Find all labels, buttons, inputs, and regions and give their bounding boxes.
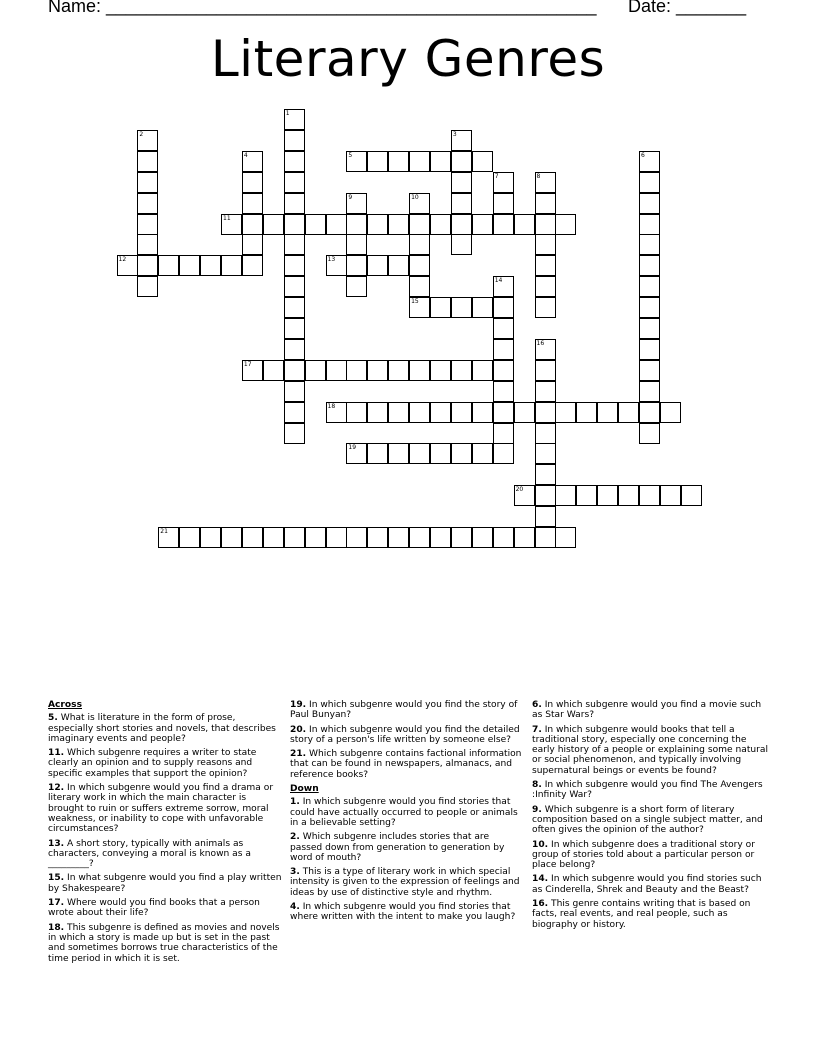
grid-cell[interactable] xyxy=(409,402,430,423)
clue-number: 5 xyxy=(348,151,353,159)
grid-cell[interactable] xyxy=(179,527,200,548)
clue-down-10: 10. In which subgenre does a traditional story or group of stories told about a particular person or place belong? xyxy=(532,839,755,871)
grid-cell[interactable] xyxy=(639,402,660,423)
clue-down-6: 6. In which subgenre would you find a movie such as Star Wars? xyxy=(532,700,762,721)
clue-column-2 xyxy=(290,700,524,927)
clue-number: 2 xyxy=(139,130,144,138)
grid-cell[interactable] xyxy=(284,360,305,381)
grid-cell[interactable] xyxy=(346,360,367,381)
grid-cell[interactable] xyxy=(451,443,472,464)
clue-number: 17 xyxy=(243,360,252,368)
grid-cell[interactable] xyxy=(451,234,472,255)
name-label: Name: xyxy=(48,0,102,16)
grid-cell[interactable] xyxy=(242,234,263,255)
grid-cell[interactable] xyxy=(263,214,284,235)
grid-cell[interactable] xyxy=(367,151,388,172)
grid-cell[interactable] xyxy=(451,360,472,381)
grid-cell[interactable] xyxy=(597,485,618,506)
grid-cell[interactable] xyxy=(137,151,158,172)
grid-cell[interactable] xyxy=(535,234,556,255)
clue-down-4: 4. In which subgenre would you find stories that where written with the intent to make you laugh? xyxy=(290,902,516,923)
clue-number: 6 xyxy=(641,151,645,159)
date-blank[interactable]: _______ xyxy=(676,0,747,16)
grid-cell[interactable] xyxy=(179,255,200,276)
clue-number: 19 xyxy=(348,444,357,452)
grid-cell[interactable] xyxy=(493,443,514,464)
grid-cell[interactable] xyxy=(326,527,347,548)
grid-cell[interactable] xyxy=(493,214,514,235)
grid-cell[interactable] xyxy=(305,214,326,235)
grid-cell[interactable] xyxy=(284,193,305,214)
grid-cell[interactable] xyxy=(555,402,576,423)
grid-cell[interactable] xyxy=(639,360,660,381)
grid-cell[interactable] xyxy=(409,255,430,276)
clue-number: 18 xyxy=(327,402,336,410)
name-blank[interactable]: _________________________________________________ xyxy=(106,0,597,16)
grid-cell[interactable] xyxy=(639,276,660,297)
clue-number: 14 xyxy=(494,277,503,285)
grid-cell[interactable] xyxy=(451,527,472,548)
clue-across-18: 18. This subgenre is defined as movies and novels in which a story is made up but is set in the past and sometimes borrows true characteristics of the time period in which it is set. xyxy=(48,922,280,964)
grid-cell[interactable] xyxy=(284,255,305,276)
clue-number: 13 xyxy=(327,256,336,264)
grid-cell[interactable] xyxy=(535,276,556,297)
grid-cell[interactable] xyxy=(242,214,263,235)
grid-cell[interactable] xyxy=(451,151,472,172)
grid-cell[interactable] xyxy=(472,151,493,172)
grid-cell[interactable] xyxy=(430,443,451,464)
grid-cell[interactable] xyxy=(639,193,660,214)
grid-cell[interactable] xyxy=(514,214,535,235)
grid-cell[interactable] xyxy=(284,276,305,297)
grid-cell[interactable] xyxy=(284,297,305,318)
grid-cell[interactable] xyxy=(284,214,305,235)
grid-cell[interactable] xyxy=(639,214,660,235)
grid-cell[interactable] xyxy=(430,214,451,235)
grid-cell[interactable] xyxy=(388,255,409,276)
clue-down-7: 7. In which subgenre would books that tell a traditional story, especially one concerning the early history of a people or explaining some natural or social phenomenon, and typically involving supernatural beings or events be found? xyxy=(532,724,768,776)
clue-across-11: 11. Which subgenre requires a writer to state clearly an opinion and to supply reasons and specific examples that support the opinion? xyxy=(48,748,257,779)
grid-cell[interactable] xyxy=(137,214,158,235)
grid-cell[interactable] xyxy=(263,527,284,548)
clue-across-5: 5. What is literature in the form of prose, especially short stories and novels, that describes imaginary events and people? xyxy=(48,713,276,744)
grid-cell[interactable] xyxy=(493,402,514,423)
grid-cell[interactable] xyxy=(284,172,305,193)
grid-cell[interactable] xyxy=(221,527,242,548)
grid-cell[interactable] xyxy=(639,234,660,255)
grid-cell[interactable] xyxy=(493,193,514,214)
grid-cell[interactable] xyxy=(535,464,556,485)
clue-number: 7 xyxy=(494,172,499,180)
grid-cell[interactable] xyxy=(409,443,430,464)
clue-number: 4 xyxy=(243,151,248,159)
grid-cell[interactable] xyxy=(451,193,472,214)
page-title: Literary Genres xyxy=(210,30,606,88)
grid-cell[interactable] xyxy=(326,360,347,381)
grid-cell[interactable] xyxy=(576,485,597,506)
grid-cell[interactable] xyxy=(137,234,158,255)
grid-cell[interactable] xyxy=(639,339,660,360)
grid-cell[interactable] xyxy=(388,360,409,381)
grid-cell[interactable] xyxy=(388,151,409,172)
clue-down-14: 14. In which subgenre would you find stories such as Cinderella, Shrek and Beauty and the Beast? xyxy=(532,874,762,895)
grid-cell[interactable] xyxy=(326,214,347,235)
grid-cell[interactable] xyxy=(284,527,305,548)
clue-number: 11 xyxy=(223,214,231,222)
clue-across-21: 21. Which subgenre contains factional information that can be found in newspapers, almanacs, and reference books? xyxy=(290,749,522,780)
grid-cell[interactable] xyxy=(388,402,409,423)
grid-cell[interactable] xyxy=(493,339,514,360)
grid-cell[interactable] xyxy=(493,360,514,381)
grid-cell[interactable] xyxy=(305,360,326,381)
grid-cell[interactable] xyxy=(535,297,556,318)
grid-cell[interactable] xyxy=(660,402,681,423)
clue-down-8: 8. In which subgenre would you find The Avengers :Infinity War? xyxy=(532,780,763,801)
grid-cell[interactable] xyxy=(367,214,388,235)
grid-cell[interactable] xyxy=(451,214,472,235)
grid-cell[interactable] xyxy=(263,360,284,381)
grid-cell[interactable] xyxy=(535,255,556,276)
clue-across-19: 19. In which subgenre would you find the story of Paul Bunyan? xyxy=(290,700,518,721)
grid-cell[interactable] xyxy=(388,527,409,548)
grid-cell[interactable] xyxy=(535,485,556,506)
grid-cell[interactable] xyxy=(535,214,556,235)
grid-cell[interactable] xyxy=(493,423,514,444)
grid-cell[interactable] xyxy=(200,255,221,276)
grid-cell[interactable] xyxy=(305,527,326,548)
grid-cell[interactable] xyxy=(137,172,158,193)
grid-cell[interactable] xyxy=(430,360,451,381)
grid-cell[interactable] xyxy=(472,360,493,381)
clue-across-12: 12. In which subgenre would you find a drama or literary work in which the main character is brought to ruin or suffers extreme sorrow, moral weakness, or inability to cope with unfavorable circumstances? xyxy=(48,783,274,835)
grid-cell[interactable] xyxy=(284,318,305,339)
grid-cell[interactable] xyxy=(639,297,660,318)
grid-cell[interactable] xyxy=(597,402,618,423)
grid-cell[interactable] xyxy=(284,402,305,423)
clue-number: 10 xyxy=(411,193,419,201)
grid-cell[interactable] xyxy=(639,318,660,339)
clue-down-3: 3. This is a type of literary work in which special intensity is given to the expression of feelings and ideas by use of distinctive style and rhythm. xyxy=(290,867,520,898)
clue-number: 1 xyxy=(285,110,290,117)
down-heading: Down xyxy=(290,784,319,795)
grid-cell[interactable] xyxy=(639,172,660,193)
grid-cell[interactable] xyxy=(681,485,702,506)
grid-cell[interactable] xyxy=(451,297,472,318)
clue-number: 9 xyxy=(348,193,353,201)
clue-column-3 xyxy=(532,700,768,934)
grid-cell[interactable] xyxy=(535,443,556,464)
grid-cell[interactable] xyxy=(346,402,367,423)
grid-cell[interactable] xyxy=(388,214,409,235)
grid-cell[interactable] xyxy=(242,255,263,276)
grid-cell[interactable] xyxy=(242,193,263,214)
clue-number: 20 xyxy=(515,486,524,494)
grid-cell[interactable] xyxy=(346,214,367,235)
grid-cell[interactable] xyxy=(409,360,430,381)
grid-cell[interactable] xyxy=(284,130,305,151)
clue-across-13: 13. A short story, typically with animals as characters, conveying a moral is known as a _________? xyxy=(48,838,251,870)
grid-cell[interactable] xyxy=(639,423,660,444)
grid-cell[interactable] xyxy=(409,214,430,235)
clue-down-9: 9. Which subgenre is a short form of literary composition based on a single subject matter, and often gives the opinion of the author? xyxy=(532,804,763,836)
grid-cell[interactable] xyxy=(451,402,472,423)
grid-cell[interactable] xyxy=(493,318,514,339)
grid-cell[interactable] xyxy=(284,234,305,255)
clue-number: 12 xyxy=(118,256,127,264)
clue-across-15: 15. In what subgenre would you find a play written by Shakespeare? xyxy=(48,873,282,894)
grid-cell[interactable] xyxy=(284,381,305,402)
grid-cell[interactable] xyxy=(158,255,179,276)
clue-number: 15 xyxy=(411,298,419,306)
grid-cell[interactable] xyxy=(618,485,639,506)
grid-cell[interactable] xyxy=(137,276,158,297)
grid-cell[interactable] xyxy=(409,527,430,548)
date-label: Date: xyxy=(628,0,672,16)
grid-cell[interactable] xyxy=(284,423,305,444)
grid-cell[interactable] xyxy=(367,255,388,276)
grid-cell[interactable] xyxy=(430,297,451,318)
clue-number: 3 xyxy=(452,130,457,138)
grid-cell[interactable] xyxy=(472,297,493,318)
grid-cell[interactable] xyxy=(367,360,388,381)
grid-cell[interactable] xyxy=(346,527,367,548)
grid-cell[interactable] xyxy=(221,255,242,276)
grid-cell[interactable] xyxy=(535,193,556,214)
grid-cell[interactable] xyxy=(409,151,430,172)
grid-cell[interactable] xyxy=(639,485,660,506)
clue-number: 16 xyxy=(536,339,545,347)
grid-cell[interactable] xyxy=(346,276,367,297)
grid-cell[interactable] xyxy=(514,402,535,423)
clue-down-16: 16. This genre contains writing that is based on facts, real events, and real people, such as biography or history. xyxy=(532,899,751,930)
clue-across-17: 17. Where would you find books that a person wrote about their life? xyxy=(48,898,260,919)
clue-column-1 xyxy=(48,700,282,968)
grid-cell[interactable] xyxy=(535,381,556,402)
grid-cell[interactable] xyxy=(451,172,472,193)
grid-cell[interactable] xyxy=(472,402,493,423)
grid-cell[interactable] xyxy=(555,485,576,506)
grid-cell[interactable] xyxy=(639,381,660,402)
grid-cell[interactable] xyxy=(430,402,451,423)
grid-cell[interactable] xyxy=(346,255,367,276)
grid-cell[interactable] xyxy=(535,506,556,527)
grid-cell[interactable] xyxy=(535,360,556,381)
clue-down-2: 2. Which subgenre includes stories that are passed down from generation to generation by word of mouth? xyxy=(290,832,505,863)
grid-cell[interactable] xyxy=(660,485,681,506)
grid-cell[interactable] xyxy=(137,193,158,214)
grid-cell[interactable] xyxy=(535,527,556,548)
clue-down-1: 1. In which subgenre would you find stories that could have actually occurred to people or animals in a believable setting? xyxy=(290,797,518,828)
clue-number: 21 xyxy=(160,528,168,535)
grid-cell[interactable] xyxy=(346,234,367,255)
grid-cell[interactable] xyxy=(242,172,263,193)
grid-cell[interactable] xyxy=(555,214,576,235)
grid-cell[interactable] xyxy=(535,423,556,444)
clue-across-20: 20. In which subgenre would you find the detailed story of a person's life written by someone else? xyxy=(290,724,520,745)
grid-cell[interactable] xyxy=(472,214,493,235)
grid-cell[interactable] xyxy=(409,234,430,255)
grid-cell[interactable] xyxy=(618,402,639,423)
grid-cell[interactable] xyxy=(639,255,660,276)
grid-cell[interactable] xyxy=(493,527,514,548)
grid-cell[interactable] xyxy=(137,255,158,276)
clue-number: 8 xyxy=(536,172,541,180)
grid-cell[interactable] xyxy=(430,527,451,548)
grid-cell[interactable] xyxy=(430,151,451,172)
grid-cell[interactable] xyxy=(493,297,514,318)
grid-cell[interactable] xyxy=(200,527,221,548)
grid-cell[interactable] xyxy=(367,402,388,423)
grid-cell[interactable] xyxy=(493,381,514,402)
grid-cell[interactable] xyxy=(514,527,535,548)
grid-cell[interactable] xyxy=(284,151,305,172)
across-heading: Across xyxy=(48,700,82,710)
grid-cell[interactable] xyxy=(242,527,263,548)
grid-cell[interactable] xyxy=(472,443,493,464)
grid-cell[interactable] xyxy=(388,443,409,464)
grid-cell[interactable] xyxy=(367,527,388,548)
grid-cell[interactable] xyxy=(555,527,576,548)
grid-cell[interactable] xyxy=(472,527,493,548)
grid-cell[interactable] xyxy=(284,339,305,360)
grid-cell[interactable] xyxy=(535,402,556,423)
grid-cell[interactable] xyxy=(409,276,430,297)
grid-cell[interactable] xyxy=(576,402,597,423)
grid-cell[interactable] xyxy=(367,443,388,464)
